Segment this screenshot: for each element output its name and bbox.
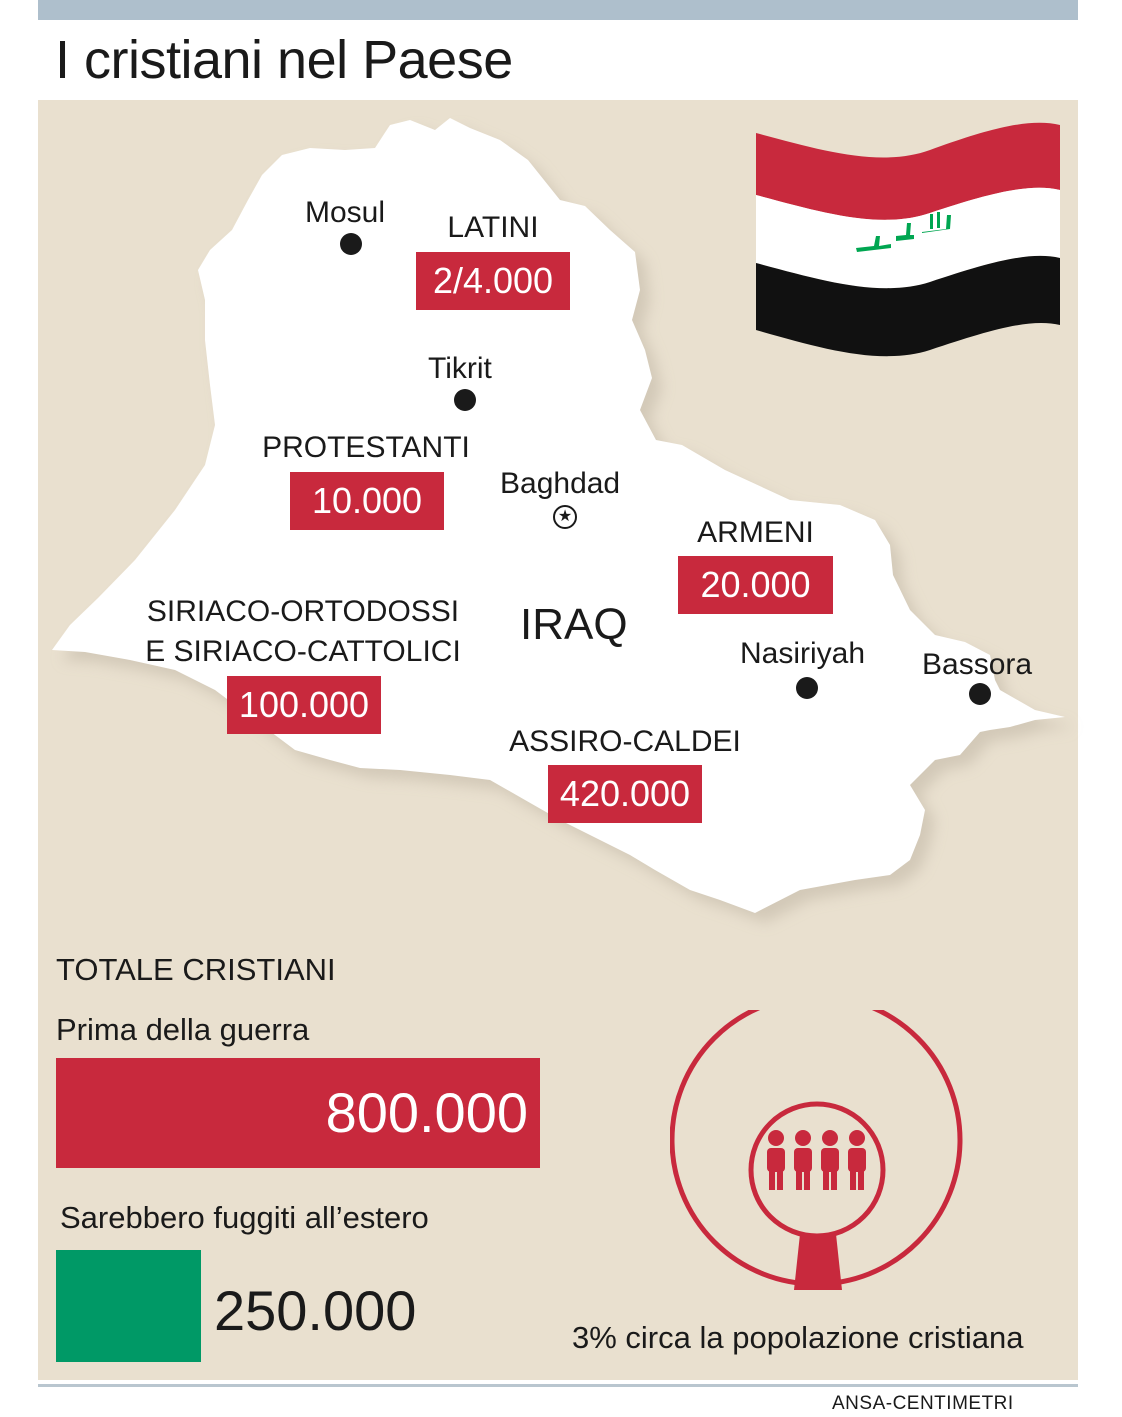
city-label-baghdad: Baghdad [500, 467, 621, 500]
group-label-armeni: ARMENI [697, 516, 814, 549]
group-label-protestanti: PROTESTANTI [262, 431, 470, 464]
city-label-nasiriyah: Nasiriyah [740, 637, 866, 670]
group-label-siriaco-line1: SIRIACO-ORTODOSSI [146, 595, 460, 628]
group-value-siriaco: 100.000 [227, 676, 381, 734]
prewar-label: Prima della guerra [56, 1012, 310, 1047]
page-title: I cristiani nel Paese [55, 30, 513, 90]
city-dot-tikrit [454, 389, 476, 411]
group-value-protestanti: 10.000 [290, 472, 444, 530]
group-value-armeni: 20.000 [678, 556, 833, 614]
city-label-bassora: Bassora [922, 648, 1033, 681]
group-value-latini: 2/4.000 [416, 252, 570, 310]
fled-swatch [56, 1250, 201, 1362]
iraq-flag-icon [0, 0, 1122, 400]
fled-label: Sarebbero fuggiti all’estero [60, 1200, 429, 1235]
city-dot-bassora [969, 683, 991, 705]
bottom-rule [38, 1384, 1078, 1387]
city-dot-nasiriyah [796, 677, 818, 699]
city-dot-mosul [340, 233, 362, 255]
people-figures [767, 1130, 866, 1190]
fled-value: 250.000 [214, 1279, 417, 1342]
prewar-bar: 800.000 [56, 1058, 540, 1168]
city-label-mosul: Mosul [305, 196, 386, 229]
country-label: IRAQ [520, 600, 628, 649]
people-magnifier-icon [670, 1010, 970, 1310]
group-value-assiro-caldei: 420.000 [548, 765, 702, 823]
group-label-assiro-caldei: ASSIRO-CALDEI [509, 725, 741, 758]
totals-title: TOTALE CRISTIANI [56, 952, 336, 987]
city-label-tikrit: Tikrit [428, 352, 492, 385]
group-label-latini: LATINI [447, 211, 539, 244]
credit: ANSA-CENTIMETRI [832, 1393, 1014, 1414]
group-label-siriaco-line2: E SIRIACO-CATTOLICI [145, 635, 461, 668]
capital-star-icon: ★ [553, 505, 577, 529]
population-caption: 3% circa la popolazione cristiana [572, 1320, 1024, 1355]
